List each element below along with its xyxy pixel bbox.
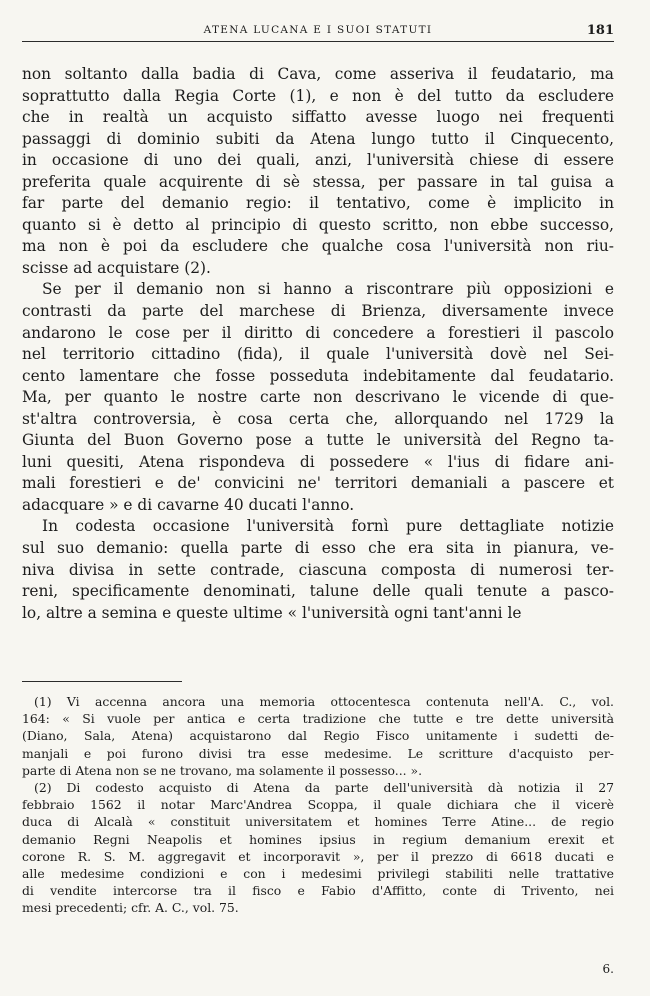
footnote-line: (1) Vi accenna ancora una memoria ottocentesca contenuta nell'A. C., vol. (34, 694, 614, 709)
footnote-line: manjali e poi furono divisi tra esse medesime. Le scritture d'acquisto per- (22, 745, 614, 761)
footnote-line: parte di Atena non se ne trovano, ma solamente il possesso... ». (22, 762, 423, 778)
text-line: Se per il demanio non si hanno a riscontrare più opposizioni e (42, 280, 614, 299)
main-text (22, 64, 614, 624)
text-line: nel territorio cittadino (fida), il quale l'università dovè nel Sei- (22, 345, 614, 364)
text-line: Giunta del Buon Governo pose a tutte le università del Regno ta- (22, 431, 614, 450)
text-line: niva divisa in sette contrade, ciascuna composta di numerosi ter- (22, 560, 614, 579)
footnote-rule (22, 681, 182, 682)
text-line: far parte del demanio regio: il tentativo, come è implicito in (22, 194, 614, 213)
text-line: lo, altre a semina e queste ultime « l'università ogni tant'anni le (22, 603, 522, 622)
footnote-line: alle medesime condizioni e con i medesimi privilegi stabiliti nelle trattative (22, 866, 614, 882)
running-title: ATENA LUCANA E I SUOI STATUTI (203, 24, 433, 36)
text-line: non soltanto dalla badia di Cava, come asseriva il feudatario, ma (22, 65, 614, 83)
footnote-line: 164: « Si vuole per antica e certa tradizione che tutte e tre dette università (22, 711, 614, 727)
text-line: quanto si è detto al principio di questo scritto, non ebbe successo, (22, 215, 614, 234)
footnotes (22, 693, 614, 917)
text-line: Ma, per quanto le nostre carte non descrivano le vicende di que- (22, 388, 614, 407)
text-line: sul suo demanio: quella parte di esso che era sita in pianura, ve- (22, 539, 614, 558)
text-line: andarono le cose per il diritto di concedere a forestieri il pascolo (22, 323, 614, 342)
text-line: st'altra controversia, è cosa certa che, allorquando nel 1729 la (22, 409, 614, 428)
signature-mark: 6. (602, 962, 614, 976)
text-line: passaggi di dominio subiti da Atena lungo tutto il Cinquecento, (22, 129, 614, 148)
page-number: 181 (586, 23, 614, 38)
footnote-line: di vendite intercorse tra il fisco e Fabio d'Affitto, conte di Trivento, nei (22, 883, 614, 899)
footnote-line: demanio Regni Neapolis et homines ipsius in regium demanium erexit et (22, 831, 614, 847)
running-header (22, 19, 614, 42)
footnote-line: febbraio 1562 il notar Marc'Andrea Scoppa, il quale dichiara che il vicerè (22, 797, 614, 813)
text-line: ma non è poi da escludere che qualche cosa l'università non riu- (22, 237, 614, 256)
text-line: soprattutto dalla Regia Corte (1), e non è del tutto da escludere (22, 86, 614, 105)
footnote-line: (2) Di codesto acquisto di Atena da parte dell'università dà notizia il 27 (34, 780, 614, 796)
footnote-line: corone R. S. M. aggregavit et incorporavit », per il prezzo di 6618 ducati e (22, 848, 614, 864)
text-line: contrasti da parte del marchese di Brienza, diversamente invece (22, 302, 614, 321)
text-line: reni, specificamente denominati, talune delle quali tenute a pasco- (22, 582, 614, 601)
text-line: scisse ad acquistare (2). (22, 258, 211, 277)
footnote-line: (Diano, Sala, Atena) acquistarono dal Regio Fisco unitamente i sudetti de- (22, 728, 614, 744)
text-line: mali forestieri e de' convicini ne' territori demaniali a pascere et (22, 474, 614, 493)
footnote-line: duca di Alcalà « constituit universitatem et homines Terre Atine... de regio (22, 814, 614, 830)
text-line: luni quesiti, Atena rispondeva di possedere « l'ius di fidare ani- (22, 452, 614, 471)
text-line: in occasione di uno dei quali, anzi, l'università chiese di essere (22, 151, 614, 170)
text-line: adacquare » e di cavarne 40 ducati l'anno. (22, 495, 355, 514)
text-line: che in realtà un acquisto siffatto avesse luogo nei frequenti (22, 108, 614, 127)
text-line: cento lamentare che fosse posseduta indebitamente dal feudatario. (22, 366, 614, 385)
text-line: In codesta occasione l'università fornì pure dettagliate notizie (42, 517, 614, 536)
text-line: preferita quale acquirente di sè stessa, per passare in tal guisa a (22, 172, 614, 191)
footnote-line: mesi precedenti; cfr. A. C., vol. 75. (22, 900, 239, 916)
